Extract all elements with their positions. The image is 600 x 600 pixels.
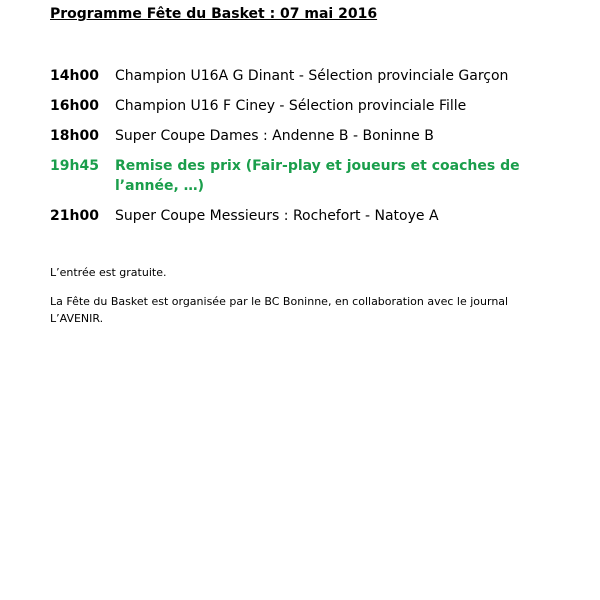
schedule-description: Super Coupe Messieurs : Rochefort - Natoye A <box>115 208 439 224</box>
schedule-item <box>50 126 570 146</box>
schedule-time: 16h00 <box>50 98 99 114</box>
document-title: Programme Fête du Basket : 07 mai 2016 <box>50 6 378 22</box>
schedule-item-highlighted <box>50 156 570 196</box>
schedule-item <box>50 96 570 116</box>
schedule-time: 21h00 <box>50 208 99 224</box>
schedule-list <box>50 66 570 236</box>
schedule-description: Champion U16 F Ciney - Sélection provinciale Fille <box>115 98 467 114</box>
schedule-time: 19h45 <box>50 158 99 174</box>
note-paragraph: La Fête du Basket est organisée par le BC Boninne, en collaboration avec le journal L’AVENIR. <box>50 295 509 325</box>
schedule-description: Champion U16A G Dinant - Sélection provinciale Garçon <box>115 68 509 84</box>
schedule-time: 14h00 <box>50 68 99 84</box>
note-paragraph: L’entrée est gratuite. <box>50 266 167 279</box>
schedule-description: Remise des prix (Fair-play et joueurs et coaches de l’année, …) <box>115 158 520 194</box>
schedule-description: Super Coupe Dames : Andenne B - Boninne B <box>115 128 434 144</box>
schedule-item <box>50 66 570 86</box>
notes-section <box>50 264 550 339</box>
schedule-item <box>50 206 570 226</box>
schedule-time: 18h00 <box>50 128 99 144</box>
